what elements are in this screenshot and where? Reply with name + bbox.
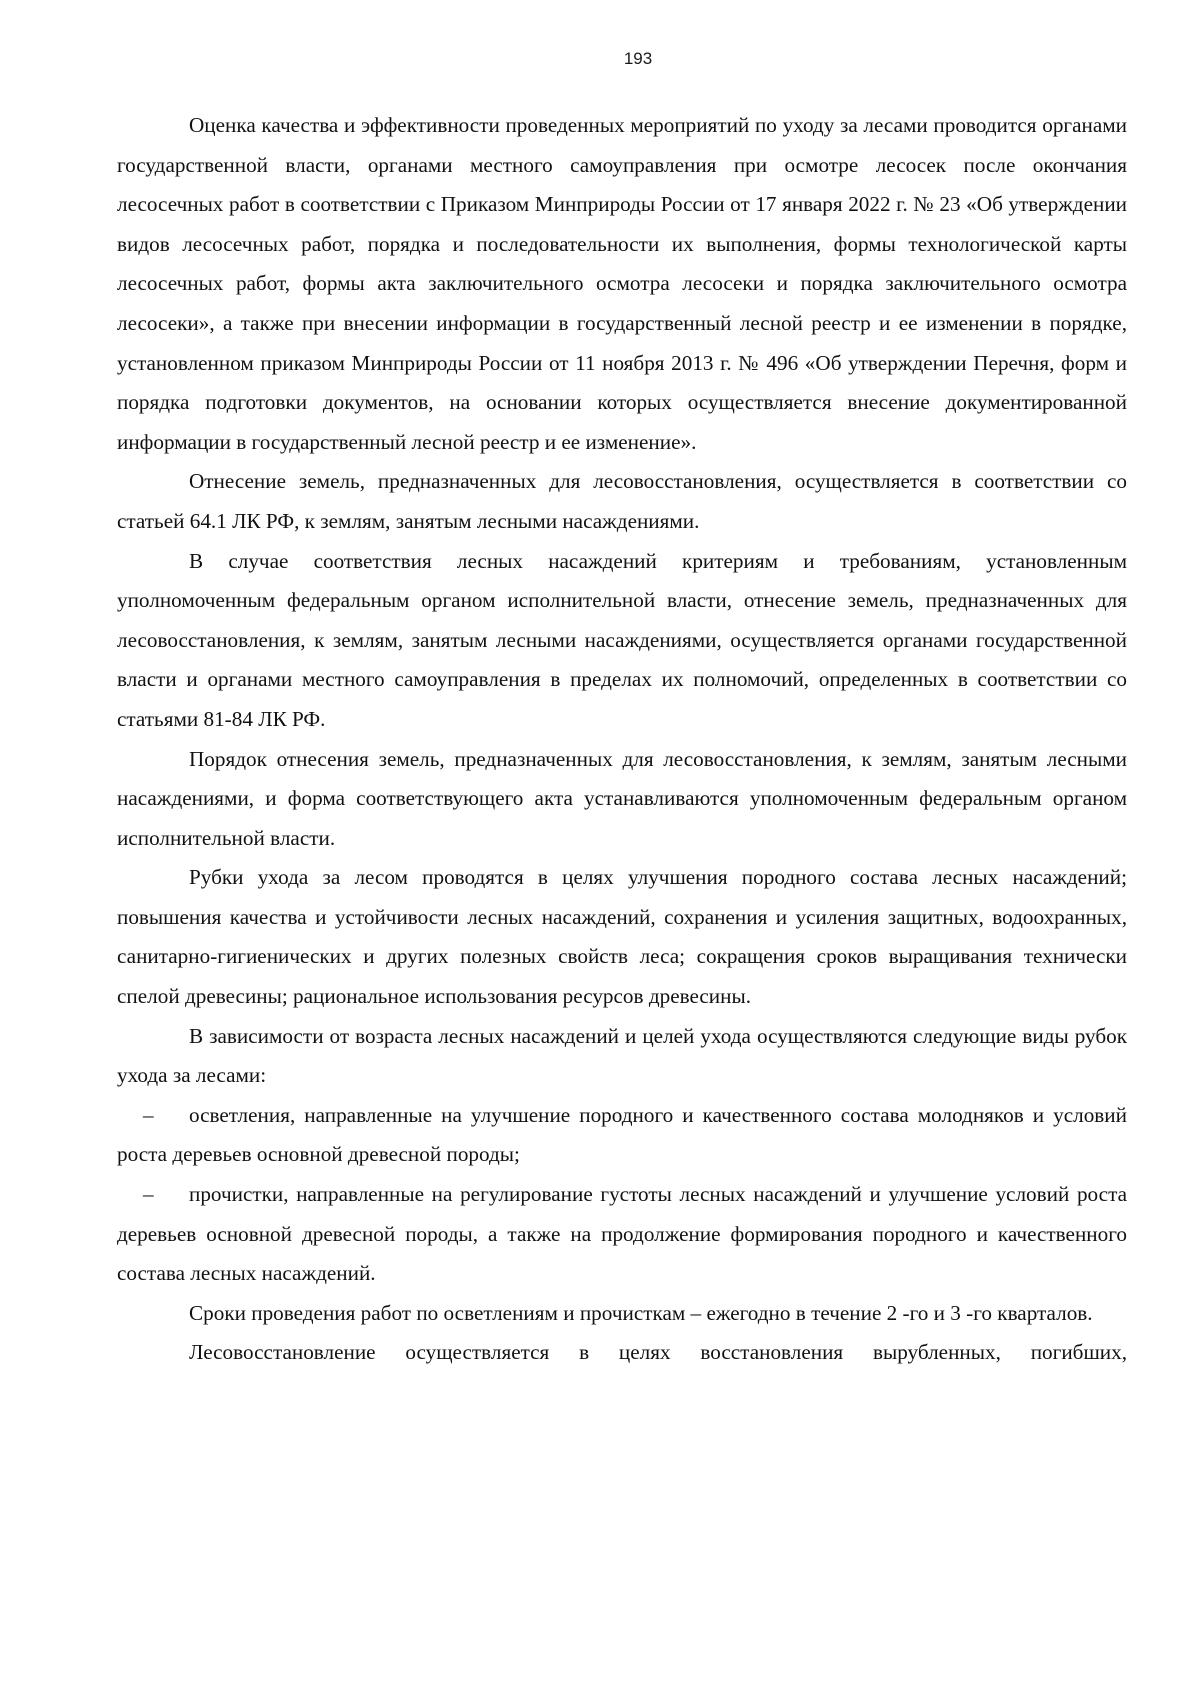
- list-item: [117, 1096, 1127, 1175]
- paragraph-land-classification: Отнесение земель, предназначенных для лесовосстановления, осуществляется в соответствии со статьей 64.1 ЛК РФ, к землям, занятым лесными насаждениями.: [117, 469, 1127, 533]
- paragraph-assessment: Оценка качества и эффективности проведенных мероприятий по уходу за лесами проводится органами государственной власти, органами местного самоуправления при осмотре лесосек после окончания лесосечных работ в соответствии с Приказом Минприроды России от 17 января 2022 г. № 23 «Об утверждении видов лесосечных работ, порядка и последовательности их выполнения, формы технологической карты лесосечных работ, формы акта заключительного осмотра лесосеки и порядка заключительного осмотра лесосеки», а также при внесении информации в государственный лесной реестр и ее изменении в порядке, установленном приказом Минприроды России от 11 ноября 2013 г. № 496 «Об утверждении Перечня, форм и порядка подготовки документов, на основании которых осуществляется внесение документированной информации в государственный лесной реестр и ее изменение».: [117, 113, 1127, 454]
- document-body: [117, 106, 1127, 1373]
- paragraph-thinning-types: В зависимости от возраста лесных насаждений и целей ухода осуществляются следующие виды рубок ухода за лесами:: [117, 1023, 1127, 1088]
- paragraph-procedure: Порядок отнесения земель, предназначенных для лесовосстановления, к землям, занятым лесными насаждениями, и форма соответствующего акта устанавливаются уполномоченным федеральным органом исполнительной власти.: [117, 746, 1127, 850]
- paragraph-timing: Сроки проведения работ по осветлениям и прочисткам – ежегодно в течение 2 -го и 3 -го кварталов.: [189, 1300, 1093, 1325]
- page-number: 193: [623, 49, 653, 68]
- list-item-text: прочистки, направленные на регулирование густоты лесных насаждений и улучшение условий роста деревьев основной древесной породы, а также на продолжение формирования породного и качественного состава лесных насаждений.: [117, 1182, 1127, 1286]
- paragraph-thinning-purpose: Рубки ухода за лесом проводятся в целях улучшения породного состава лесных насаждений; повышения качества и устойчивости лесных насаждений, сохранения и усиления защитных, водоохранных, санитарно-гигиенических и других полезных свойств леса; сокращения сроков выращивания технически спелой древесины; рациональное использования ресурсов древесины.: [117, 865, 1127, 1009]
- list-dash: –: [143, 1182, 154, 1207]
- list-item: [117, 1175, 1127, 1294]
- list-item-text: осветления, направленные на улучшение породного и качественного состава молодняков и условий роста деревьев основной древесной породы;: [117, 1102, 1127, 1167]
- paragraph-criteria-compliance: В случае соответствия лесных насаждений критериям и требованиям, установленным уполномоченным федеральным органом исполнительной власти, отнесение земель, предназначенных для лесовосстановления, к землям, занятым лесными насаждениями, осуществляется органами государственной власти и органами местного самоуправления в пределах их полномочий, определенных в соответствии со статьями 81-84 ЛК РФ.: [117, 548, 1127, 731]
- list-dash: –: [143, 1102, 154, 1127]
- paragraph-reforestation: Лесовосстановление осуществляется в целях восстановления вырубленных, погибших,: [189, 1340, 1127, 1365]
